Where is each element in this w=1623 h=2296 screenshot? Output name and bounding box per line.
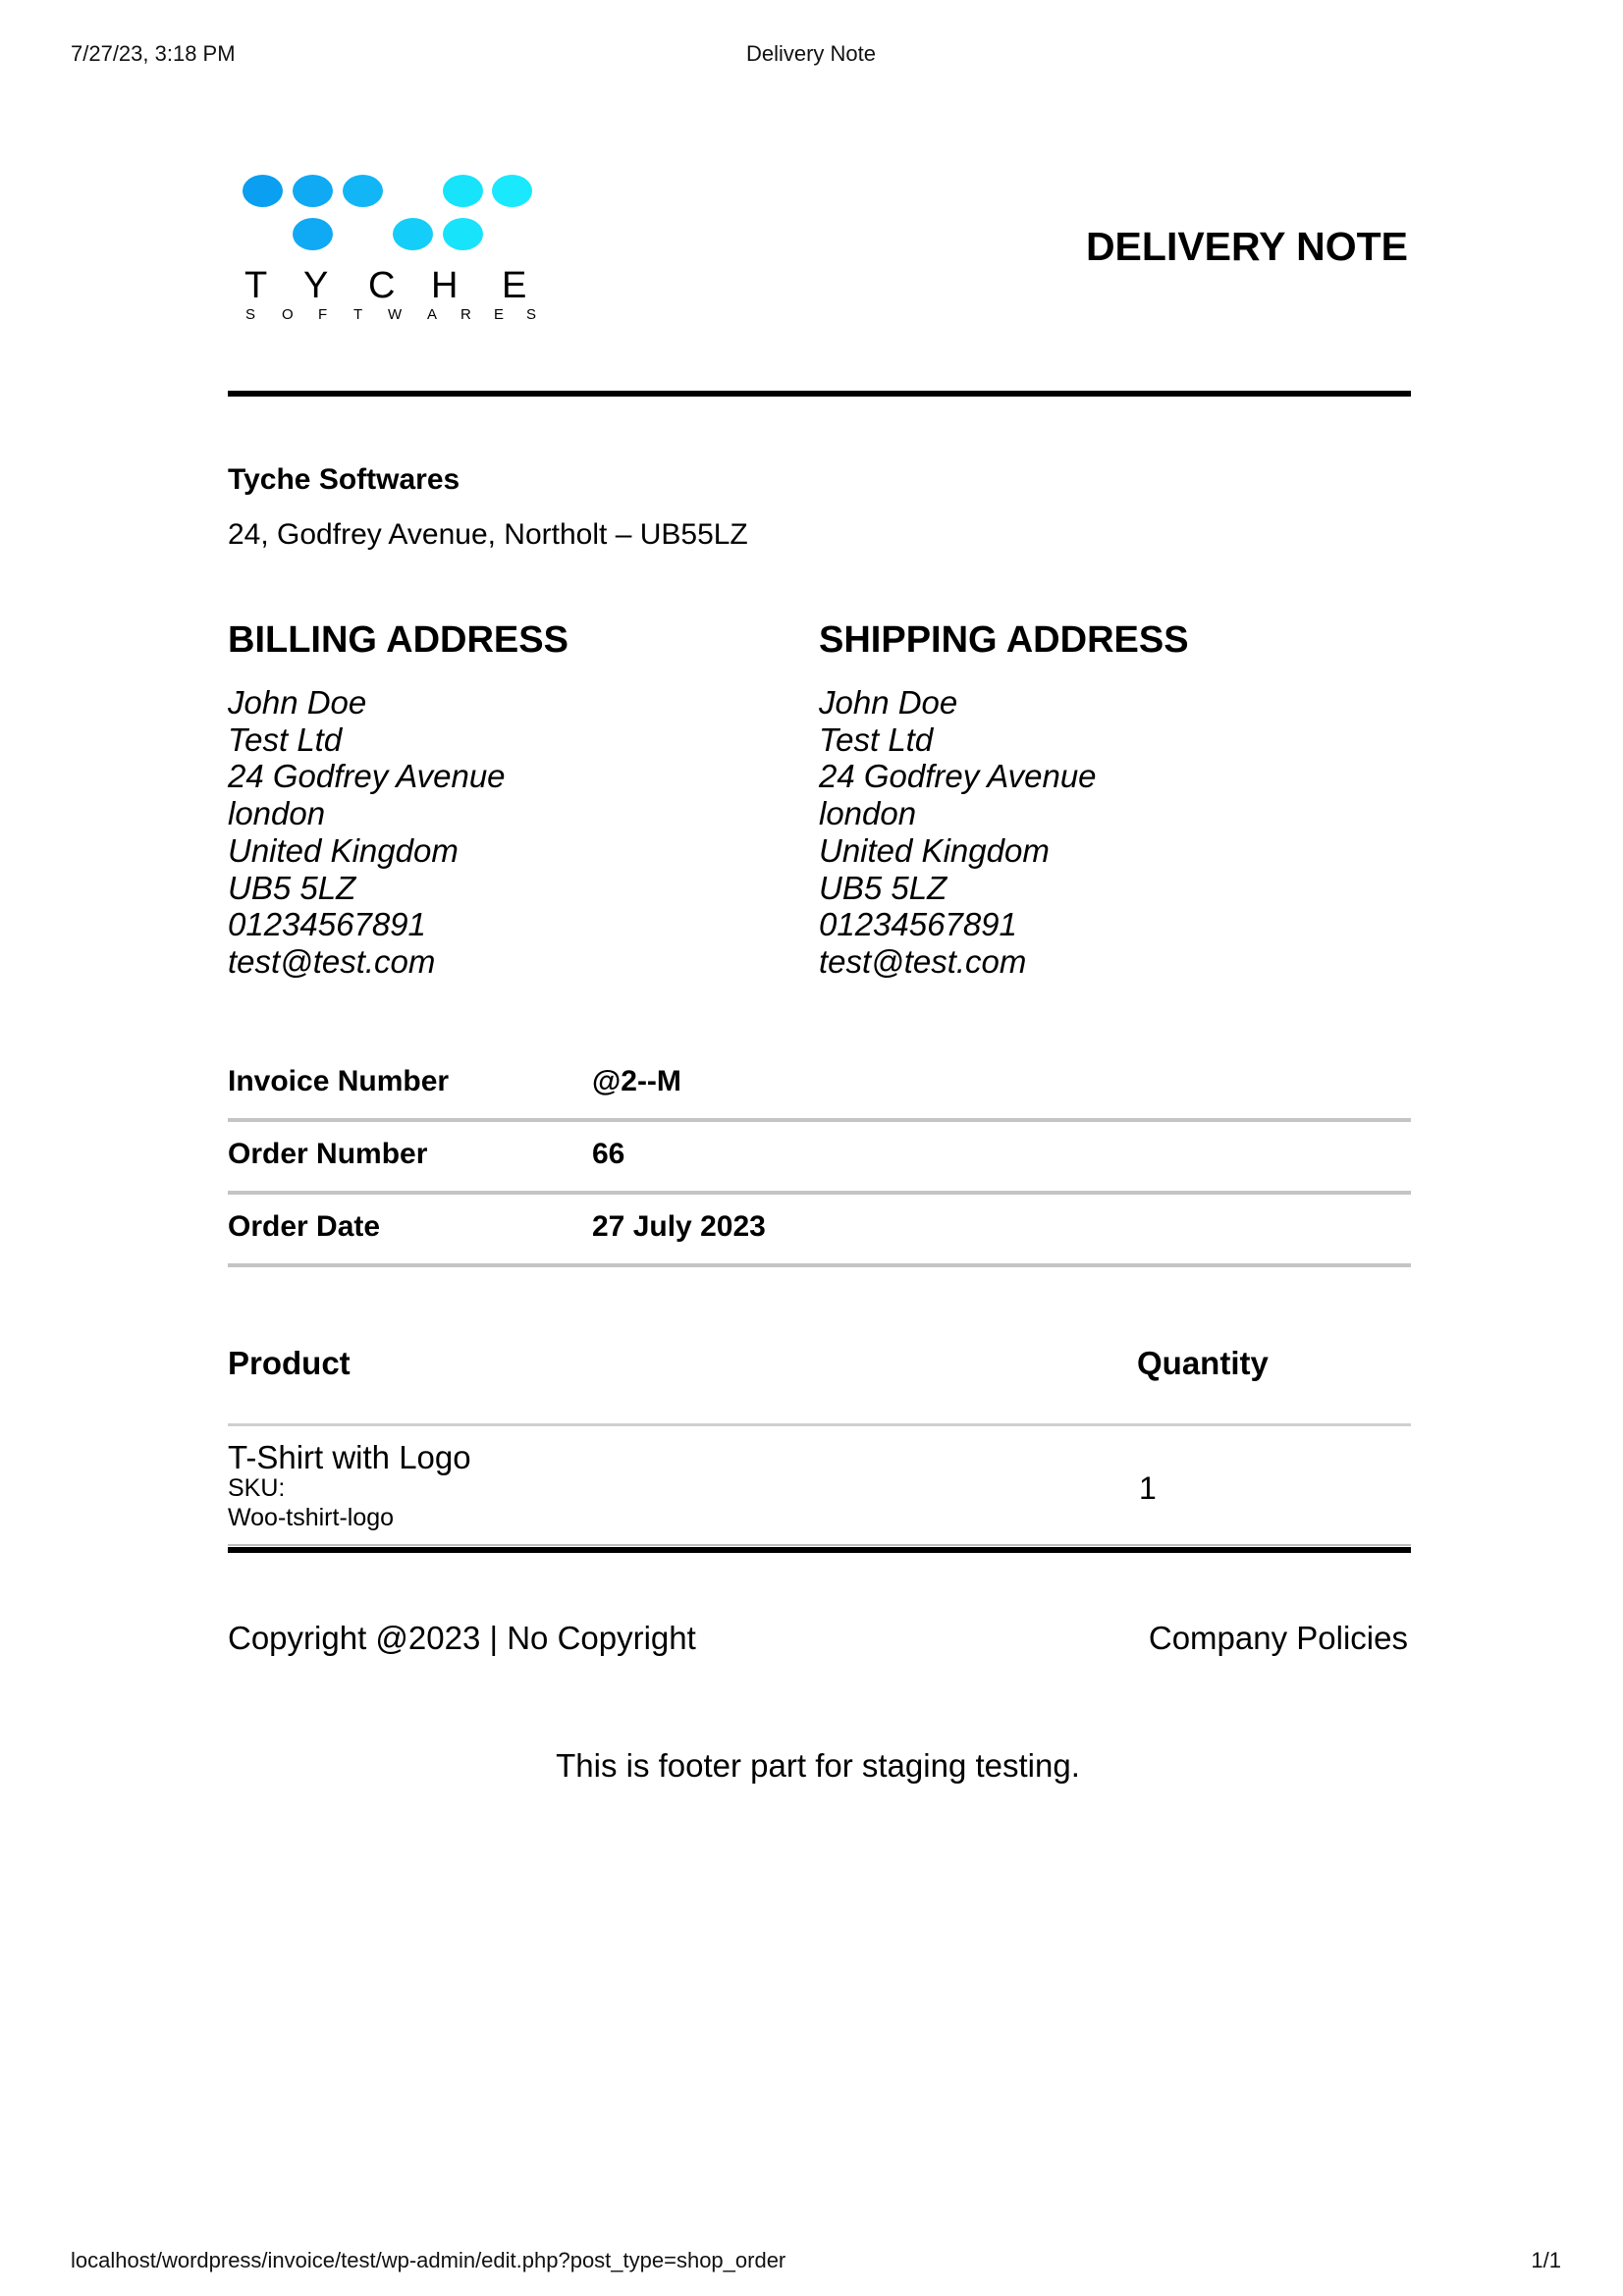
product-sku-label: SKU:	[228, 1474, 286, 1502]
logo-dot	[243, 175, 283, 207]
logo-dot	[393, 218, 433, 250]
company-logo	[243, 175, 537, 322]
logo-dot	[343, 175, 383, 207]
table-bottom-divider	[228, 1547, 1411, 1553]
billing-line: london	[228, 795, 326, 832]
table-header-divider	[228, 1423, 1411, 1426]
billing-heading: BILLING ADDRESS	[228, 619, 568, 661]
company-address: 24, Godfrey Avenue, Northolt – UB55LZ	[228, 518, 748, 551]
document-title: DELIVERY NOTE	[1085, 224, 1408, 269]
product-quantity: 1	[1139, 1470, 1157, 1506]
shipping-line: 24 Godfrey Avenue	[819, 758, 1097, 795]
logo-dot	[293, 175, 333, 207]
shipping-heading: SHIPPING ADDRESS	[819, 619, 1189, 661]
billing-line: United Kingdom	[228, 831, 459, 869]
invoice-number-row	[228, 1049, 1411, 1122]
product-name: T-Shirt with Logo	[228, 1439, 471, 1475]
shipping-line: United Kingdom	[819, 831, 1050, 869]
shipping-line: UB5 5LZ	[819, 869, 947, 906]
company-policies-link[interactable]: Company Policies	[1148, 1620, 1408, 1656]
print-page-count: 1/1	[1531, 2248, 1561, 2272]
footer-note: This is footer part for staging testing.	[556, 1747, 1080, 1784]
shipping-line: John Doe	[819, 684, 958, 721]
shipping-line: london	[819, 795, 917, 832]
logo-dot	[293, 218, 333, 250]
meta-label: Order Date	[228, 1210, 381, 1243]
shipping-line: Test Ltd	[819, 721, 934, 758]
meta-value: 27 July 2023	[592, 1210, 766, 1243]
shipping-line: 01234567891	[819, 906, 1017, 943]
billing-line: UB5 5LZ	[228, 869, 356, 906]
billing-line: 01234567891	[228, 906, 426, 943]
order-date-row	[228, 1195, 1411, 1267]
product-sku: Woo-tshirt-logo	[228, 1504, 395, 1531]
meta-value: @2--M	[592, 1065, 681, 1097]
billing-line: 24 Godfrey Avenue	[228, 758, 506, 795]
company-name: Tyche Softwares	[228, 463, 460, 496]
billing-address	[228, 684, 506, 981]
meta-label: Order Number	[228, 1138, 428, 1170]
order-number-row	[228, 1122, 1411, 1195]
logo-dot	[443, 175, 483, 207]
logo-subword: S O F T W A R E S	[245, 306, 537, 323]
meta-value: 66	[592, 1138, 625, 1170]
product-column-header: Product	[228, 1345, 351, 1381]
billing-line: Test Ltd	[228, 721, 343, 758]
table-row-divider	[228, 1544, 1411, 1546]
billing-line: John Doe	[228, 684, 367, 721]
billing-line: test@test.com	[228, 942, 436, 980]
meta-label: Invoice Number	[228, 1065, 450, 1097]
print-page-title: Delivery Note	[745, 41, 877, 66]
header-divider	[228, 391, 1411, 397]
shipping-address	[819, 684, 1097, 981]
logo-wordmark: T Y C H E	[244, 265, 527, 306]
logo-dot	[443, 218, 483, 250]
shipping-line: test@test.com	[819, 942, 1027, 980]
print-url: localhost/wordpress/invoice/test/wp-admin/edit.php?post_type=shop_order	[71, 2248, 786, 2272]
logo-dot	[492, 175, 532, 207]
quantity-column-header: Quantity	[1137, 1345, 1269, 1381]
print-datetime: 7/27/23, 3:18 PM	[71, 41, 236, 66]
copyright-text: Copyright @2023 | No Copyright	[228, 1620, 696, 1656]
